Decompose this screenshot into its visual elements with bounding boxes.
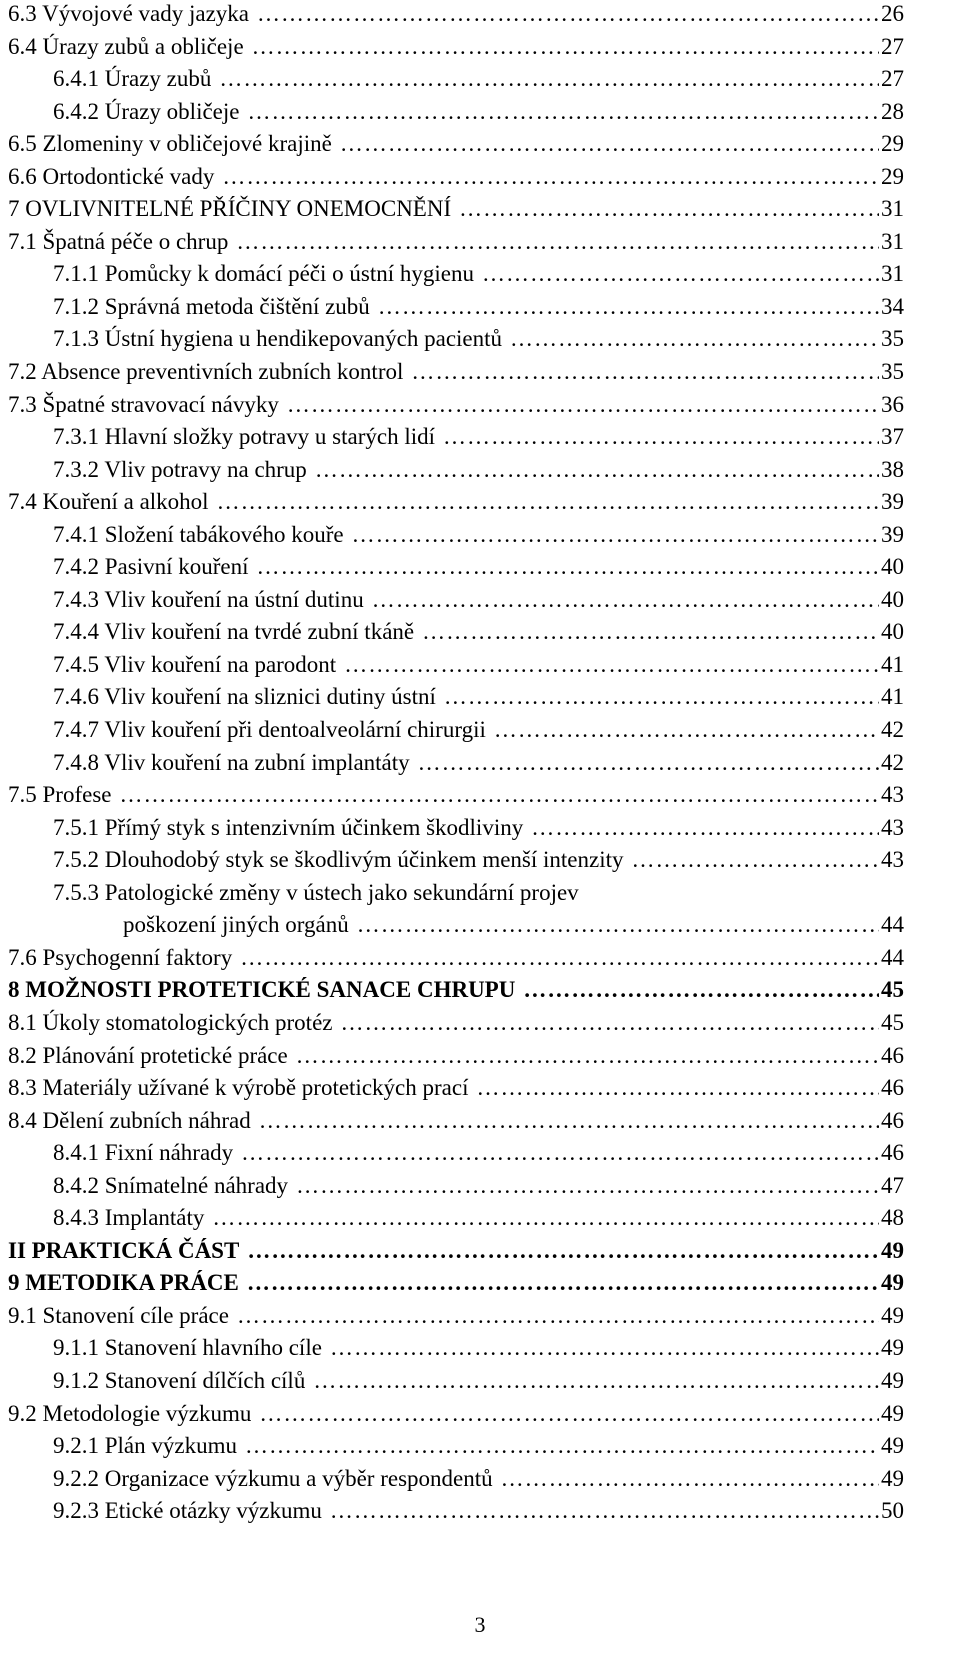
- toc-entry-title: 7 OVLIVNITELNÉ PŘÍČINY ONEMOCNĚNÍ: [8, 196, 452, 222]
- toc-entry[interactable]: [8, 1398, 904, 1431]
- toc-entry-leader: [237, 1300, 879, 1333]
- toc-entry-leader: [422, 616, 879, 649]
- toc-entry[interactable]: [8, 1365, 904, 1398]
- toc-entry-title: 7.1.3 Ústní hygiena u hendikepovaných pacientů: [53, 326, 503, 352]
- toc-entry-title: 7.2 Absence preventivních zubních kontrol: [8, 359, 404, 385]
- toc-entry[interactable]: [8, 0, 904, 31]
- toc-entry-title: 9.2.3 Etické otázky výzkumu: [53, 1498, 322, 1524]
- toc-entry[interactable]: [8, 1495, 904, 1528]
- toc-entry-leader: [313, 1365, 879, 1398]
- toc-entry-page: 38: [881, 456, 904, 482]
- toc-entry-leader: [378, 291, 879, 324]
- toc-entry[interactable]: [8, 421, 904, 454]
- toc-entry[interactable]: [8, 1040, 904, 1073]
- toc-entry-page: 37: [881, 424, 904, 450]
- toc-entry-page: 35: [881, 326, 904, 352]
- toc-entry-title: 8.2 Plánování protetické práce: [8, 1042, 288, 1068]
- toc-entry-page: 42: [881, 749, 904, 775]
- toc-entry-leader: [247, 1267, 879, 1300]
- toc-entry[interactable]: [8, 844, 904, 877]
- toc-entry-leader: [330, 1332, 879, 1365]
- toc-entry-leader: [330, 1495, 879, 1528]
- toc-entry[interactable]: [8, 1300, 904, 1333]
- toc-entry-page: 45: [881, 1009, 904, 1035]
- toc-entry-title: 8.4 Dělení zubních náhrad: [8, 1107, 251, 1133]
- toc-entry-page: 49: [881, 1335, 904, 1361]
- toc-entry-page: 49: [881, 1465, 904, 1491]
- toc-entry-title: 7.4.4 Vliv kouření na tvrdé zubní tkáně: [53, 619, 415, 645]
- toc-entry-leader: [501, 1463, 879, 1496]
- toc-entry-page: 31: [881, 196, 904, 222]
- toc-entry[interactable]: [8, 616, 904, 649]
- toc-entry-leader: [247, 96, 879, 129]
- toc-entry-page: 43: [881, 847, 904, 873]
- toc-entry-leader: [340, 128, 879, 161]
- toc-entry-title: 6.3 Vývojové vady jazyka: [8, 1, 250, 26]
- toc-entry[interactable]: [8, 779, 904, 812]
- toc-entry-leader: [482, 258, 879, 291]
- toc-entry[interactable]: [8, 454, 904, 487]
- toc-entry-page: 45: [881, 977, 904, 1003]
- toc-entry[interactable]: [8, 63, 904, 96]
- toc-entry-leader: [252, 31, 879, 64]
- toc-entry-leader: [632, 844, 880, 877]
- toc-entry[interactable]: [8, 519, 904, 552]
- toc-entry-leader: [247, 1235, 879, 1268]
- toc-entry-title: 7.4.8 Vliv kouření na zubní implantáty: [53, 749, 410, 775]
- toc-entry[interactable]: [8, 974, 904, 1007]
- toc-entry-page: 28: [881, 98, 904, 124]
- toc-entry-title: 7.4.6 Vliv kouření na sliznici dutiny ústní: [53, 684, 436, 710]
- toc-entry-page: 48: [881, 1205, 904, 1231]
- toc-entry-leader: [494, 714, 879, 747]
- toc-entry-title: 7.3.2 Vliv potravy na chrup: [53, 456, 307, 482]
- toc-entry[interactable]: [8, 747, 904, 780]
- toc-entry-page: 49: [881, 1302, 904, 1328]
- toc-entry-leader: [531, 812, 879, 845]
- toc-entry-page: 41: [881, 651, 904, 677]
- toc-entry-page: 31: [881, 228, 904, 254]
- toc-entry[interactable]: [8, 909, 904, 942]
- toc-entry-leader: [241, 1137, 879, 1170]
- toc-entry-leader: [443, 421, 879, 454]
- toc-entry[interactable]: [8, 1430, 904, 1463]
- toc-entry-page: 43: [881, 814, 904, 840]
- toc-entry-page: 50: [881, 1498, 904, 1524]
- toc-entry-leader: [344, 649, 879, 682]
- toc-entry-page: 49: [881, 1433, 904, 1459]
- toc-entry-leader: [287, 389, 879, 422]
- toc-entry-title: 7.4.1 Složení tabákového kouře: [53, 521, 344, 547]
- toc-entry-page: 44: [881, 912, 904, 938]
- toc-entry-leader: [296, 1170, 879, 1203]
- toc-entry-page: 31: [881, 261, 904, 287]
- toc-entry-title: 8.4.2 Snímatelné náhrady: [53, 1172, 289, 1198]
- toc-entry-title: 7.1 Špatná péče o chrup: [8, 228, 229, 254]
- toc-entry[interactable]: [8, 128, 904, 161]
- toc-entry-leader: [257, 551, 880, 584]
- toc-entry[interactable]: [8, 812, 904, 845]
- toc-entry-leader: [459, 193, 879, 226]
- toc-entry-page: 49: [881, 1400, 904, 1426]
- toc-entry-leader: [411, 356, 879, 389]
- toc-entry[interactable]: [8, 1202, 904, 1235]
- toc-entry[interactable]: [8, 551, 904, 584]
- toc-entry-leader: [418, 747, 879, 780]
- toc-entry-page: 49: [881, 1237, 904, 1263]
- toc-entry-page: 40: [881, 554, 904, 580]
- toc-entry-title: 8 MOŽNOSTI PROTETICKÉ SANACE CHRUPU: [8, 977, 516, 1003]
- toc-entry-page: 46: [881, 1042, 904, 1068]
- toc-entry[interactable]: [8, 96, 904, 129]
- toc-entry[interactable]: [8, 1267, 904, 1300]
- toc-entry-page: 29: [881, 163, 904, 189]
- toc-entry-title: poškození jiných orgánů: [123, 912, 349, 938]
- toc-entry[interactable]: [8, 258, 904, 291]
- toc-entry-title: 7.5.2 Dlouhodobý styk se škodlivým účinkem menší intenzity: [53, 847, 624, 873]
- toc-entry[interactable]: [8, 1007, 904, 1040]
- toc-entry[interactable]: [8, 1235, 904, 1268]
- toc-entry-page: 29: [881, 131, 904, 157]
- toc-entry[interactable]: [8, 1105, 904, 1138]
- toc-entry[interactable]: [8, 291, 904, 324]
- toc-entry-title: 8.4.1 Fixní náhrady: [53, 1140, 234, 1166]
- page-number: 3: [474, 1612, 486, 1637]
- toc-entry-leader: [119, 779, 879, 812]
- toc-entry-title: 9 METODIKA PRÁCE: [8, 1270, 239, 1296]
- toc-entry-title: 6.5 Zlomeniny v obličejové krajině: [8, 131, 332, 157]
- toc-entry-title: 7.6 Psychogenní faktory: [8, 944, 233, 970]
- toc-entry-leader: [245, 1430, 879, 1463]
- toc-entry-page: 39: [881, 489, 904, 515]
- toc-entry-title: II PRAKTICKÁ ČÁST: [8, 1237, 240, 1263]
- toc-entry-title: 9.2 Metodologie výzkumu: [8, 1400, 252, 1426]
- toc-entry-title: 8.1 Úkoly stomatologických protéz: [8, 1009, 333, 1035]
- toc-entry-page: 39: [881, 521, 904, 547]
- toc-entry[interactable]: [8, 356, 904, 389]
- toc-entry-leader: [236, 226, 879, 259]
- toc-entry-title: 6.4 Úrazy zubů a obličeje: [8, 33, 244, 59]
- toc-entry[interactable]: [8, 681, 904, 714]
- toc-entry-page: 46: [881, 1107, 904, 1133]
- toc-entry-page: 34: [881, 293, 904, 319]
- toc-entry-page: 46: [881, 1140, 904, 1166]
- toc-entry-title: 7.4.3 Vliv kouření na ústní dutinu: [53, 586, 364, 612]
- toc-entry-leader: [357, 909, 879, 942]
- toc-entry-title: 9.1.2 Stanovení dílčích cílů: [53, 1367, 306, 1393]
- toc-entry-leader: [341, 1007, 880, 1040]
- toc-entry[interactable]: [8, 193, 904, 226]
- toc-entry[interactable]: [8, 389, 904, 422]
- toc-entry-page: 27: [881, 33, 904, 59]
- toc-entry-title: 7.5.1 Přímý styk s intenzivním účinkem škodliviny: [53, 814, 524, 840]
- toc-entry-leader: [352, 519, 879, 552]
- toc-entry-page: 44: [881, 944, 904, 970]
- toc-entry-title: 7.4 Kouření a alkohol: [8, 489, 209, 515]
- toc-entry-page: 49: [881, 1270, 904, 1296]
- toc-entry-leader: [523, 974, 879, 1007]
- toc-entry[interactable]: [8, 1170, 904, 1203]
- toc-entry[interactable]: [8, 1137, 904, 1170]
- toc-entry[interactable]: [8, 649, 904, 682]
- toc-entry-page: 26: [881, 1, 904, 26]
- toc-entry-title: 8.3 Materiály užívané k výrobě protetických prací: [8, 1075, 469, 1101]
- toc-entry[interactable]: [8, 1332, 904, 1365]
- toc-entry-title: 7.4.2 Pasivní kouření: [53, 554, 249, 580]
- toc-entry[interactable]: [8, 584, 904, 617]
- toc-entry-leader: [222, 161, 879, 194]
- toc-entry[interactable]: [8, 161, 904, 194]
- toc-entry-leader: [217, 486, 879, 519]
- toc-entry-leader: [259, 1398, 879, 1431]
- toc-entry-title: 7.1.1 Pomůcky k domácí péči o ústní hygienu: [53, 261, 474, 287]
- toc-entry-page: 46: [881, 1075, 904, 1101]
- toc-entry-title: 7.3.1 Hlavní složky potravy u starých lidí: [53, 424, 435, 450]
- toc-entry-leader: [219, 63, 879, 96]
- toc-entry-page: 40: [881, 619, 904, 645]
- toc-entry-page: 41: [881, 684, 904, 710]
- toc-entry[interactable]: [8, 31, 904, 64]
- toc-entry-page: 36: [881, 391, 904, 417]
- toc-entry-leader: [296, 1040, 879, 1073]
- toc-entry-page: 42: [881, 717, 904, 743]
- toc-entry[interactable]: [8, 877, 904, 910]
- table-of-contents: [8, 0, 904, 1528]
- toc-entry-title: 7.4.5 Vliv kouření na parodont: [53, 651, 337, 677]
- toc-entry-leader: [372, 584, 879, 617]
- toc-entry-title: 7.1.2 Správná metoda čištění zubů: [53, 293, 370, 319]
- toc-entry-title: 6.6 Ortodontické vady: [8, 163, 215, 189]
- toc-entry-leader: [240, 942, 879, 975]
- toc-entry-page: 49: [881, 1367, 904, 1393]
- toc-entry[interactable]: [8, 1072, 904, 1105]
- toc-entry-page: 35: [881, 359, 904, 385]
- toc-entry-title: 6.4.2 Úrazy obličeje: [53, 98, 240, 124]
- toc-entry-leader: [212, 1202, 879, 1235]
- toc-entry-leader: [510, 323, 879, 356]
- toc-entry-title: 9.1.1 Stanovení hlavního cíle: [53, 1335, 322, 1361]
- toc-entry[interactable]: [8, 323, 904, 356]
- toc-entry[interactable]: [8, 942, 904, 975]
- toc-entry-leader: [257, 0, 879, 31]
- toc-entry-page: 27: [881, 66, 904, 92]
- toc-entry-title: 7.5.3 Patologické změny v ústech jako sekundární projev: [53, 879, 579, 905]
- toc-entry-title: 9.2.1 Plán výzkumu: [53, 1433, 237, 1459]
- toc-entry-title: 8.4.3 Implantáty: [53, 1205, 205, 1231]
- toc-entry-title: 6.4.1 Úrazy zubů: [53, 66, 212, 92]
- toc-entry[interactable]: [8, 714, 904, 747]
- toc-entry-page: 47: [881, 1172, 904, 1198]
- toc-entry-title: 9.2.2 Organizace výzkumu a výběr respondentů: [53, 1465, 493, 1491]
- toc-entry-leader: [315, 454, 879, 487]
- toc-entry-page: 43: [881, 782, 904, 808]
- toc-entry-leader: [259, 1105, 879, 1138]
- toc-entry-page: 40: [881, 586, 904, 612]
- toc-entry-title: 7.5 Profese: [8, 782, 112, 808]
- toc-entry-leader: [476, 1072, 879, 1105]
- toc-entry[interactable]: [8, 1463, 904, 1496]
- toc-entry[interactable]: [8, 226, 904, 259]
- toc-entry-title: 7.4.7 Vliv kouření při dentoalveolární chirurgii: [53, 717, 486, 743]
- toc-entry[interactable]: [8, 486, 904, 519]
- toc-entry-leader: [444, 681, 879, 714]
- toc-entry-title: 7.3 Špatné stravovací návyky: [8, 391, 279, 417]
- toc-entry-title: 9.1 Stanovení cíle práce: [8, 1302, 229, 1328]
